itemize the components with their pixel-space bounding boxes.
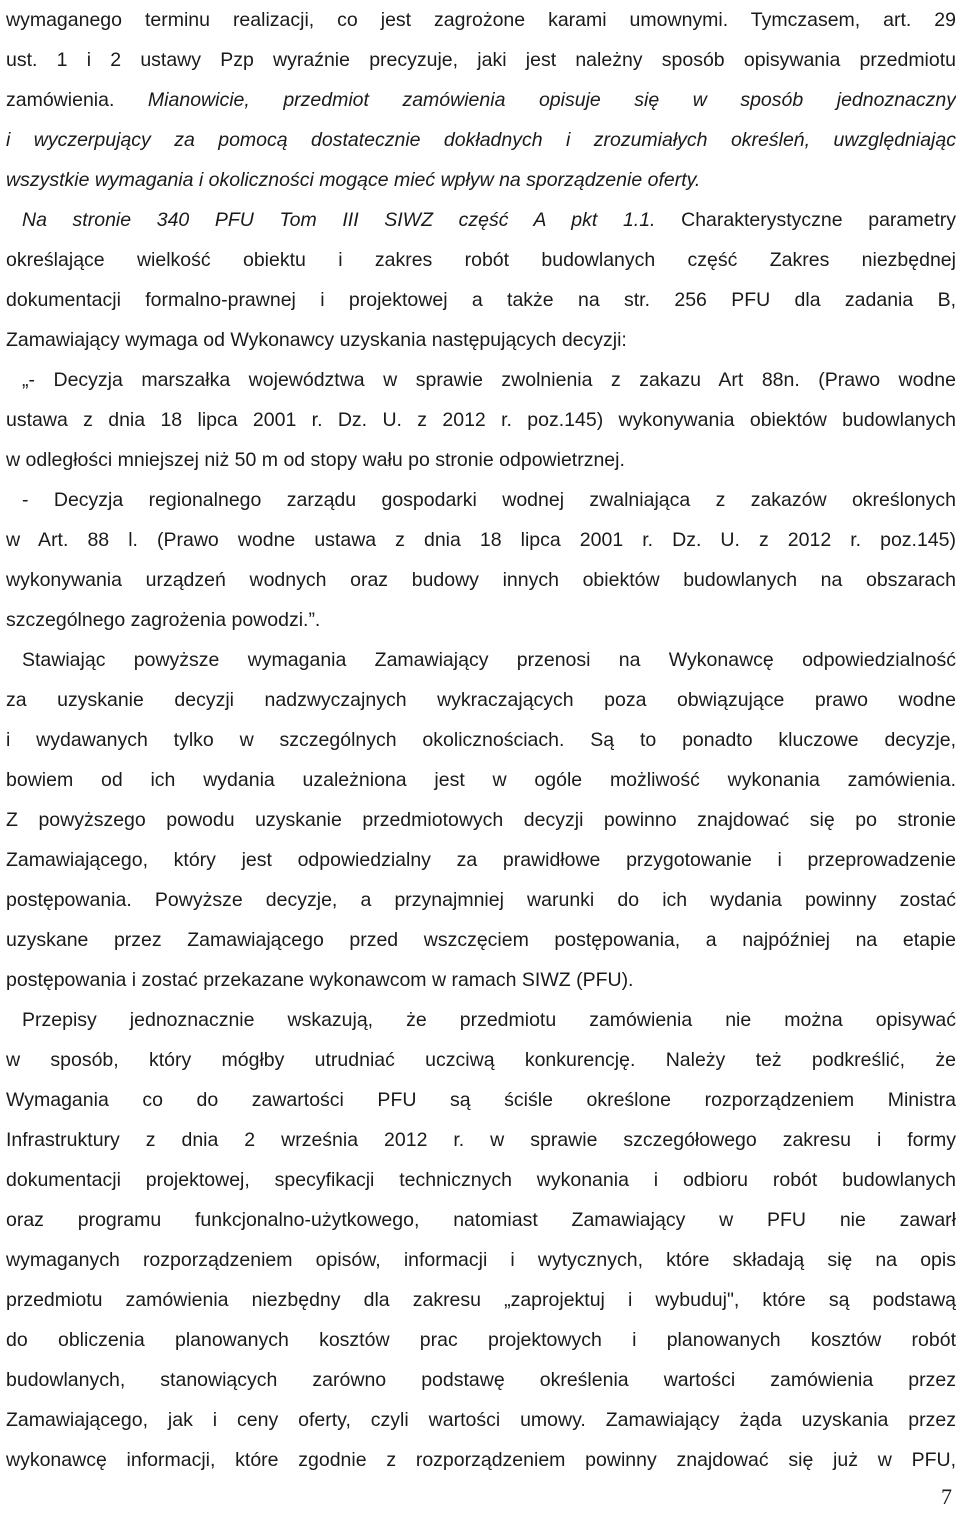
text-line: postępowania i zostać przekazane wykonawcom w ramach SIWZ (PFU). [6,969,634,991]
text-line: Przepisy jednoznacznie wskazują, że przedmiotu zamówienia nie można opisywać [22,1009,956,1031]
text-line: do obliczenia planowanych kosztów prac projektowych i planowanych kosztów robót [6,1329,956,1351]
text-line: w odległości mniejszej niż 50 m od stopy wału po stronie odpowietrznej. [6,449,625,471]
text-line: Wymagania co do zawartości PFU są ściśle określone rozporządzeniem Ministra [6,1089,956,1111]
text-line: Z powyższego powodu uzyskanie przedmiotowych decyzji powinno znajdować się po stronie [6,809,956,831]
text-line: Stawiając powyższe wymagania Zamawiający przenosi na Wykonawcę odpowiedzialność [22,649,956,671]
text-line: Zamawiającego, który jest odpowiedzialny za prawidłowe przygotowanie i przeprowadzenie [6,849,956,871]
text-line: wszystkie wymagania i okoliczności mogące mieć wpływ na sporządzenie oferty. [6,169,701,191]
text-line: wymaganego terminu realizacji, co jest zagrożone karami umownymi. Tymczasem, art. 29 [6,9,956,31]
text-line: wykonawcę informacji, które zgodnie z rozporządzeniem powinny znajdować się już w PFU, [6,1449,956,1471]
text-line: uzyskane przez Zamawiającego przed wszczęciem postępowania, a najpóźniej na etapie [6,929,956,951]
text-line: - Decyzja regionalnego zarządu gospodarki wodnej zwalniająca z zakazów określonych [22,489,956,511]
text-line: w Art. 88 l. (Prawo wodne ustawa z dnia 18 lipca 2001 r. Dz. U. z 2012 r. poz.145) [6,529,956,551]
text-line: i wyczerpujący za pomocą dostatecznie dokładnych i zrozumiałych określeń, uwzględniając [6,129,956,151]
page-number: 7 [941,1484,952,1509]
text-line: bowiem od ich wydania uzależniona jest w ogóle możliwość wykonania zamówienia. [6,769,956,791]
text-line: oraz programu funkcjonalno-użytkowego, natomiast Zamawiający w PFU nie zawarł [6,1209,956,1231]
text-line: szczególnego zagrożenia powodzi.”. [6,609,321,631]
text-line: Zamawiającego, jak i ceny oferty, czyli wartości umowy. Zamawiający żąda uzyskania przez [6,1409,956,1431]
text-line: Na stronie 340 PFU Tom III SIWZ część A pkt 1.1. Charakterystyczne parametry [22,209,956,231]
text-line: Zamawiający wymaga od Wykonawcy uzyskania następujących decyzji: [6,329,627,351]
text-line: wymaganych rozporządzeniem opisów, informacji i wytycznych, które składają się na opis [6,1249,956,1271]
text-line: dokumentacji formalno-prawnej i projektowej a także na str. 256 PFU dla zadania B, [6,289,956,311]
text-line: wykonywania urządzeń wodnych oraz budowy innych obiektów budowlanych na obszarach [6,569,956,591]
text-line: dokumentacji projektowej, specyfikacji technicznych wykonania i odbioru robót budowlanych [6,1169,956,1191]
text-line: w sposób, który mógłby utrudniać uczciwą konkurencję. Należy też podkreślić, że [6,1049,956,1071]
text-line: określające wielkość obiektu i zakres robót budowlanych część Zakres niezbędnej [6,249,956,271]
text-line: przedmiotu zamówienia niezbędny dla zakresu „zaprojektuj i wybuduj", które są podstawą [6,1289,956,1311]
text-line: budowlanych, stanowiących zarówno podstawę określenia wartości zamówienia przez [6,1369,956,1391]
text-line: postępowania. Powyższe decyzje, a przynajmniej warunki do ich wydania powinny zostać [6,889,956,911]
text-line: i wydawanych tylko w szczególnych okolicznościach. Są to ponadto kluczowe decyzje, [6,729,956,751]
text-line: za uzyskanie decyzji nadzwyczajnych wykraczających poza obwiązujące prawo wodne [6,689,956,711]
text-line: Infrastruktury z dnia 2 września 2012 r. w sprawie szczegółowego zakresu i formy [6,1129,956,1151]
text-line: zamówienia. Mianowicie, przedmiot zamówienia opisuje się w sposób jednoznaczny [6,89,956,111]
text-line: „- Decyzja marszałka województwa w sprawie zwolnienia z zakazu Art 88n. (Prawo wodne [22,369,956,391]
text-line: ustawa z dnia 18 lipca 2001 r. Dz. U. z 2012 r. poz.145) wykonywania obiektów budowlanych [6,409,956,431]
text-line: ust. 1 i 2 ustawy Pzp wyraźnie precyzuje, jaki jest należny sposób opisywania przedmiotu [6,49,956,71]
